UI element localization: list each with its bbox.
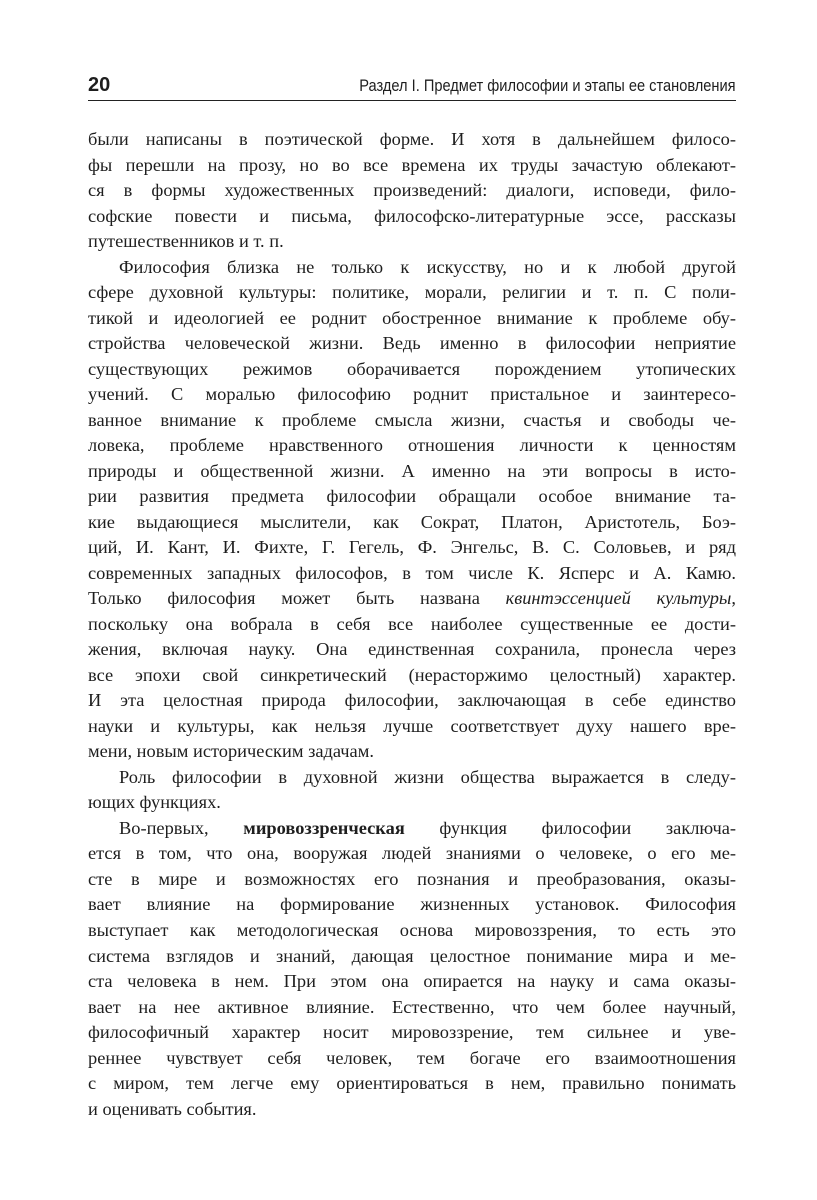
- text-line: [88, 561, 736, 587]
- text-line: [88, 612, 736, 638]
- text-span: ющих функциях.: [88, 792, 221, 813]
- text-line: [88, 892, 736, 918]
- text-line: [88, 867, 736, 893]
- text-line: [88, 510, 736, 536]
- text-line: [88, 586, 736, 612]
- text-line: [88, 688, 736, 714]
- text-span: мени, новым историческим задачам.: [88, 741, 374, 762]
- text-line: [88, 178, 736, 204]
- text-span: тикой и идеологией ее роднит обостренное внимание к проблеме обу-: [88, 307, 736, 328]
- text-line: [88, 816, 736, 842]
- text-span: вает влияние на формирование жизненных установок. Философия: [88, 894, 736, 915]
- text-line: [88, 841, 736, 867]
- text-span: путешественников и т. п.: [88, 231, 284, 252]
- text-span: ста человека в нем. При этом она опирается на науку и сама оказы-: [88, 971, 736, 992]
- body-text: [88, 127, 736, 1122]
- page-header: [88, 72, 736, 101]
- text-line: [88, 944, 736, 970]
- text-line: [88, 1046, 736, 1072]
- text-line: [88, 357, 736, 383]
- text-line: [88, 127, 736, 153]
- text-line: [88, 663, 736, 689]
- text-line: [88, 918, 736, 944]
- text-span: функция философии заключа-: [404, 817, 737, 838]
- text-span: природы и общественной жизни. А именно на эти вопросы в исто-: [88, 460, 736, 481]
- text-span: жения, включая науку. Она единственная сохранила, пронесла через: [88, 639, 736, 660]
- text-line: [88, 1071, 736, 1097]
- text-span: Во-первых,: [119, 817, 244, 838]
- text-line: [88, 714, 736, 740]
- text-span: Философия близка не только к искусству, но и к любой другой: [119, 256, 736, 277]
- text-line: [88, 255, 736, 281]
- text-line: [88, 484, 736, 510]
- text-span: науки и культуры, как нельзя лучше соответствует духу нашего вре-: [88, 715, 736, 736]
- text-span: ся в формы художественных произведений: диалоги, исповеди, фило-: [88, 180, 736, 201]
- text-line: [88, 995, 736, 1021]
- running-title: Раздел I. Предмет философии и этапы ее становления: [359, 76, 736, 95]
- text-line: [88, 459, 736, 485]
- bold-term: мировоззренческая: [243, 817, 405, 838]
- text-span: система взглядов и знаний, дающая целостное понимание мира и ме-: [88, 945, 736, 966]
- text-line: [88, 1097, 736, 1123]
- text-span: рии развития предмета философии обращали особое внимание та-: [88, 486, 736, 507]
- text-span: вает на нее активное влияние. Естественно, что чем более научный,: [88, 996, 736, 1017]
- text-span: ,: [731, 588, 736, 609]
- text-span: кие выдающиеся мыслители, как Сократ, Платон, Аристотель, Боэ-: [88, 511, 736, 532]
- text-span: были написаны в поэтической форме. И хотя в дальнейшем филосо-: [88, 129, 736, 149]
- text-span: фы перешли на прозу, но во все времена их труды зачастую облекают-: [88, 154, 736, 175]
- text-span: выступает как методологическая основа мировоззрения, то есть это: [88, 919, 736, 940]
- text-span: реннее чувствует себя человек, тем богаче его взаимоотношения: [88, 1047, 736, 1068]
- text-line: [88, 1020, 736, 1046]
- text-span: сте в мире и возможностях его познания и преобразования, оказы-: [88, 868, 736, 889]
- text-line: [88, 969, 736, 995]
- text-span: ловека, проблеме нравственного отношения личности к ценностям: [88, 435, 736, 456]
- text-span: И эта целостная природа философии, заключающая в себе единство: [88, 690, 736, 711]
- text-line: [88, 535, 736, 561]
- text-line: [88, 382, 736, 408]
- text-span: все эпохи свой синкретический (нерасторжимо целостный) характер.: [88, 664, 736, 685]
- text-line: [88, 433, 736, 459]
- text-span: и оценивать события.: [88, 1098, 257, 1119]
- text-line: [88, 739, 736, 765]
- text-span: философичный характер носит мировоззрение, тем сильнее и уве-: [88, 1022, 736, 1043]
- text-line: [88, 790, 736, 816]
- text-line: [88, 306, 736, 332]
- page-number: 20: [88, 74, 111, 96]
- text-span: поскольку она вобрала в себя все наиболее существенные ее дости-: [88, 613, 736, 634]
- text-span: Только философия может быть названа: [88, 588, 506, 609]
- text-span: с миром, тем легче ему ориентироваться в нем, правильно понимать: [88, 1073, 736, 1094]
- text-span: ций, И. Кант, И. Фихте, Г. Гегель, Ф. Энгельс, В. С. Соловьев, и ряд: [88, 537, 736, 558]
- text-span: существующих режимов оборачивается порождением утопических: [88, 358, 736, 379]
- text-line: [88, 229, 736, 255]
- text-span: ется в том, что она, вооружая людей знаниями о человеке, о его ме-: [88, 843, 736, 864]
- text-line: [88, 153, 736, 179]
- text-span: сфере духовной культуры: политике, морали, религии и т. п. С поли-: [88, 282, 736, 303]
- text-span: учений. С моралью философию роднит пристальное и заинтересо-: [88, 384, 736, 405]
- text-line: [88, 765, 736, 791]
- text-span: софские повести и письма, философско-литературные эссе, рассказы: [88, 205, 736, 226]
- text-line: [88, 637, 736, 663]
- italic-term: квинтэссенцией культуры: [505, 588, 732, 609]
- text-line: [88, 331, 736, 357]
- text-span: ванное внимание к проблеме смысла жизни, счастья и свободы че-: [88, 409, 736, 430]
- text-span: Роль философии в духовной жизни общества выражается в следу-: [119, 766, 736, 787]
- text-line: [88, 204, 736, 230]
- text-line: [88, 280, 736, 306]
- text-line: [88, 408, 736, 434]
- text-span: современных западных философов, в том числе К. Ясперс и А. Камю.: [88, 562, 736, 583]
- text-span: стройства человеческой жизни. Ведь именно в философии неприятие: [88, 333, 736, 354]
